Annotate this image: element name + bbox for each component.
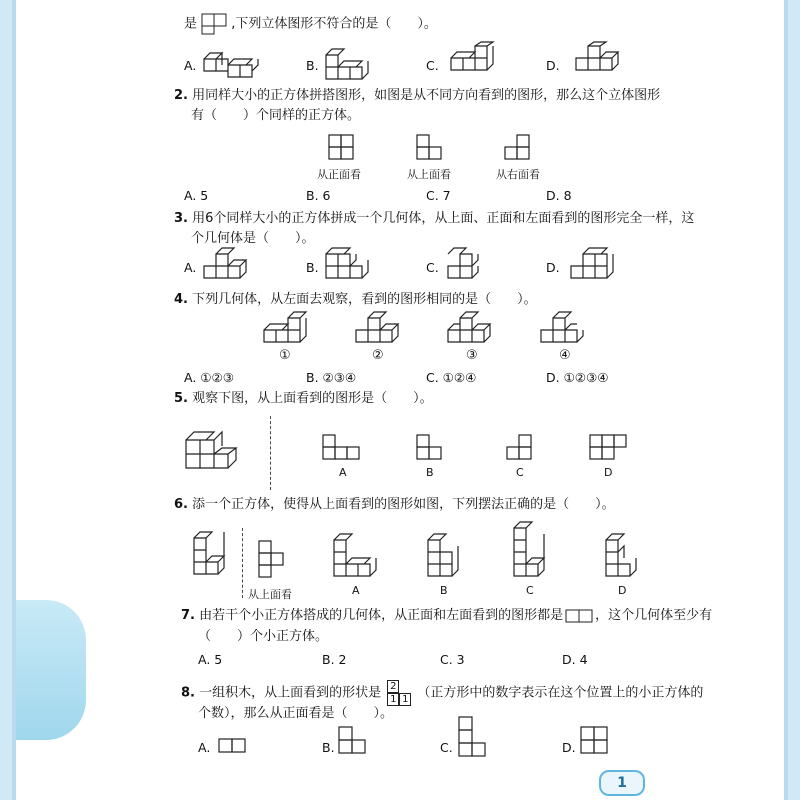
q8-grid-cell: 1 <box>399 693 411 706</box>
q7-option-d[interactable]: D. 4 <box>562 652 588 667</box>
q1-view-figure <box>201 13 227 35</box>
q4-cubes-2 <box>356 312 408 352</box>
q6-label-d[interactable]: D <box>618 584 627 597</box>
q1-option-b[interactable]: B. <box>306 58 319 73</box>
q2-caption-right: 从右面看 <box>496 168 540 181</box>
q8-view-b <box>338 726 368 756</box>
q7-stem-line1 <box>181 608 712 624</box>
q8-top-grid <box>387 680 411 706</box>
q8-view-a <box>218 738 248 754</box>
q6-label-a[interactable]: A <box>352 584 360 597</box>
q7-number: 7. <box>181 608 195 623</box>
q6-divider <box>242 528 243 598</box>
q5-view-a <box>322 434 364 462</box>
q2-stem-line2: 有（ ）个同样的正方体。 <box>191 108 361 123</box>
q4-option-b[interactable]: B. ②③④ <box>306 370 357 385</box>
q5-text: 观察下图，从上面看到的图形是（ ）。 <box>192 391 433 406</box>
q2-caption-front: 从正面看 <box>317 168 361 181</box>
q5-label-c[interactable]: C <box>516 466 524 479</box>
q3-option-a[interactable]: A. <box>184 260 197 275</box>
q8-option-d[interactable]: D. <box>562 740 576 755</box>
q2-option-a[interactable]: A. 5 <box>184 188 209 203</box>
q4-text: 下列几何体，从左面去观察，看到的图形相同的是（ ）。 <box>192 292 537 307</box>
q8-text-b: （正方形中的数字表示在这个位置上的小正方体的 <box>417 685 704 701</box>
q6-cubes-c <box>514 518 558 586</box>
q2-caption-top: 从上面看 <box>407 168 451 181</box>
q5-divider <box>270 416 271 490</box>
q8-grid-cell: 1 <box>387 693 399 706</box>
q4-cubes-4 <box>541 312 593 352</box>
q7-option-b[interactable]: B. 2 <box>322 652 347 667</box>
q7-stem-line2: （ ）个小正方体。 <box>198 629 329 644</box>
q1-stem <box>184 13 437 35</box>
q2-option-d[interactable]: D. 8 <box>546 188 572 203</box>
q2-option-b[interactable]: B. 6 <box>306 188 331 203</box>
q4-label-2: ② <box>372 348 384 363</box>
q4-label-4: ④ <box>559 348 571 363</box>
decorative-sticker <box>16 600 86 740</box>
q6-label-b[interactable]: B <box>440 584 448 597</box>
q4-number: 4. <box>174 292 188 307</box>
q4-label-3: ③ <box>466 348 478 363</box>
q3-option-c[interactable]: C. <box>426 260 439 275</box>
q1-suffix: ,下列立体图形不符合的是（ ）。 <box>231 16 437 32</box>
q7-option-c[interactable]: C. 3 <box>440 652 465 667</box>
q4-label-1: ① <box>279 348 291 363</box>
q5-label-d[interactable]: D <box>604 466 613 479</box>
q8-option-b[interactable]: B. <box>322 740 335 755</box>
q3-cubes-a <box>204 244 254 288</box>
q6-number: 6. <box>174 497 188 512</box>
q6-stem <box>174 497 615 513</box>
q4-cubes-3 <box>448 312 500 352</box>
q4-stem <box>174 292 537 308</box>
q5-label-b[interactable]: B <box>426 466 434 479</box>
q8-text-a: 一组积木，从上面看到的形状是 <box>199 685 382 701</box>
q8-number: 8. <box>181 685 195 701</box>
q2-right-view <box>504 134 532 162</box>
worksheet-page <box>12 0 788 800</box>
q2-front-view <box>328 134 356 162</box>
q8-stem-line1 <box>181 680 703 706</box>
q7-text-b: ，这个几何体至少有 <box>595 608 713 623</box>
q3-stem-line2: 个几何体是（ ）。 <box>191 231 315 246</box>
q1-cubes-a <box>204 45 264 83</box>
q7-option-a[interactable]: A. 5 <box>198 652 223 667</box>
q3-cubes-d <box>571 244 621 288</box>
q3-stem-line1 <box>174 211 694 227</box>
q1-option-c[interactable]: C. <box>426 58 439 73</box>
q3-line1: 用6个同样大小的正方体拼成一个几何体，从上面、正面和左面看到的图形完全一样，这 <box>192 211 695 226</box>
q2-line1: 用同样大小的正方体拼搭图形，如图是从不同方向看到的图形，那么这个立体图形 <box>192 88 661 103</box>
q5-number: 5. <box>174 391 188 406</box>
q3-cubes-b <box>326 244 376 288</box>
q6-top-view <box>258 540 288 582</box>
q4-option-d[interactable]: D. ①②③④ <box>546 370 609 385</box>
q2-stem-line1 <box>174 88 660 104</box>
q6-caption: 从上面看 <box>248 588 292 601</box>
q1-option-a[interactable]: A. <box>184 58 197 73</box>
q4-cubes-1 <box>264 312 316 352</box>
q1-option-d[interactable]: D. <box>546 58 560 73</box>
q7-text-a: 由若干个小正方体搭成的几何体，从正面和左面看到的图形都是 <box>199 608 564 623</box>
page-number-badge: 1 <box>599 770 645 796</box>
q3-cubes-c <box>448 244 498 288</box>
q8-stem-line2: 个数），那么从正面看是（ ）。 <box>198 706 394 721</box>
q5-label-a[interactable]: A <box>339 466 347 479</box>
q1-cubes-c <box>451 42 511 82</box>
q3-option-d[interactable]: D. <box>546 260 560 275</box>
q5-view-c <box>506 434 536 462</box>
q6-cubes-d <box>606 530 650 586</box>
q5-cubes-figure <box>186 430 248 474</box>
q5-stem <box>174 391 433 407</box>
q6-cubes-b <box>428 526 472 586</box>
q8-option-c[interactable]: C. <box>440 740 453 755</box>
q8-grid-cell: 2 <box>387 680 399 693</box>
q1-cubes-b <box>326 45 386 83</box>
q6-label-c[interactable]: C <box>526 584 534 597</box>
q3-option-b[interactable]: B. <box>306 260 319 275</box>
q8-option-a[interactable]: A. <box>198 740 211 755</box>
q6-cubes-a <box>334 530 378 586</box>
q2-top-view <box>416 134 444 162</box>
q1-prefix: 是 <box>184 16 198 32</box>
q2-option-c[interactable]: C. 7 <box>426 188 451 203</box>
q6-cubes-figure <box>194 532 238 588</box>
q1-cubes-d <box>576 42 636 82</box>
q4-option-a[interactable]: A. ①②③ <box>184 370 234 385</box>
q5-view-b <box>416 434 446 462</box>
q6-text: 添一个正方体，使得从上面看到的图形如图，下列摆法正确的是（ ）。 <box>192 497 615 512</box>
q4-option-c[interactable]: C. ①②④ <box>426 370 477 385</box>
q7-view-figure <box>565 609 593 623</box>
q8-view-c <box>458 716 488 758</box>
q8-view-d <box>580 726 610 756</box>
q5-view-d <box>589 434 631 462</box>
q2-number: 2. <box>174 88 188 103</box>
q3-number: 3. <box>174 211 188 226</box>
